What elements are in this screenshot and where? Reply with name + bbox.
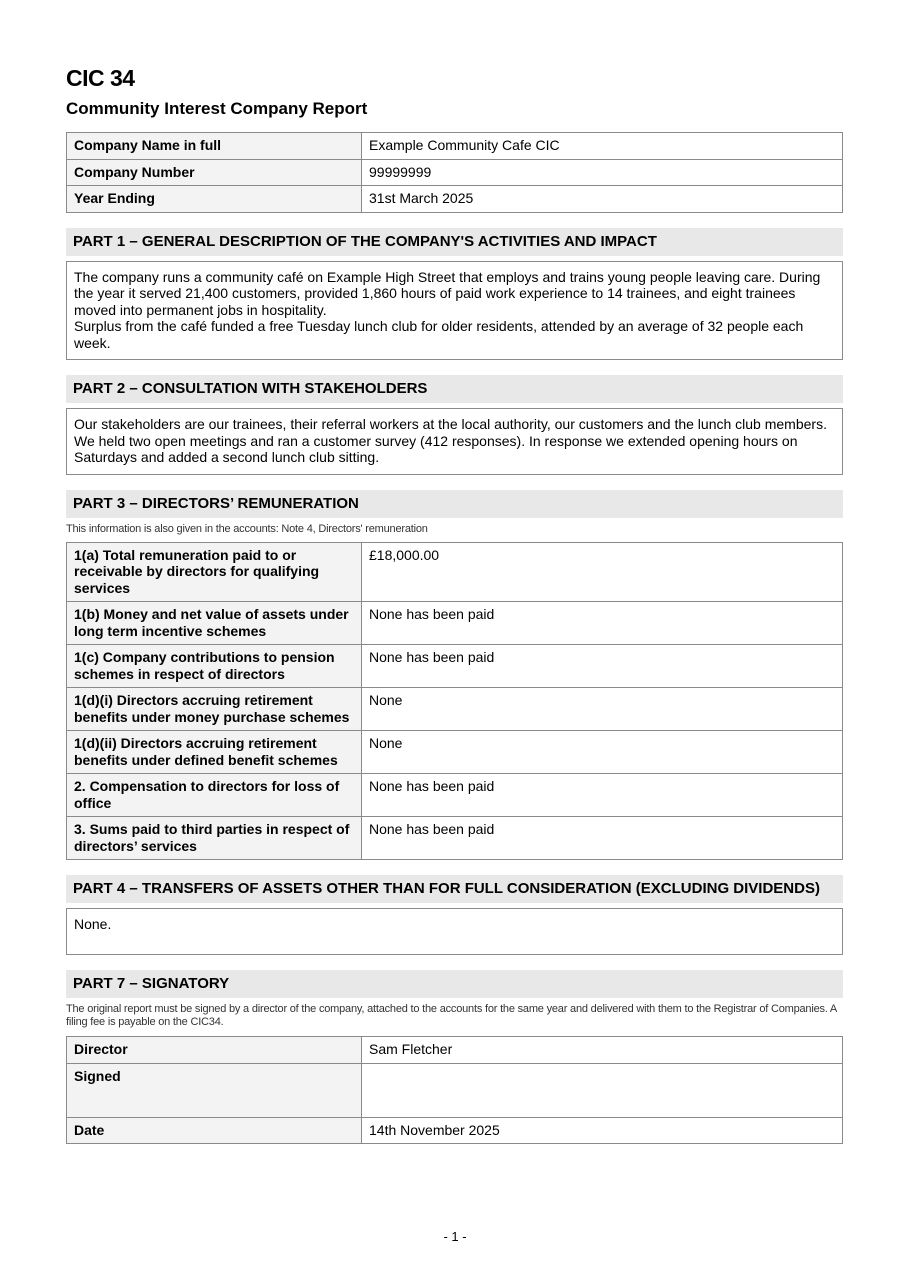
remuneration-value: None <box>362 688 843 731</box>
part2-heading: PART 2 – CONSULTATION WITH STAKEHOLDERS <box>66 375 843 403</box>
report-page <box>66 64 843 1144</box>
remuneration-label: 1(b) Money and net value of assets under long term incentive schemes <box>67 602 362 645</box>
table-row <box>67 602 843 645</box>
table-row <box>67 186 843 213</box>
part4-text-box: None. <box>66 908 843 955</box>
table-row <box>67 542 843 602</box>
part1-paragraph: Surplus from the café funded a free Tuesday lunch club for older residents, attended by an average of 32 people each week. <box>74 318 804 351</box>
part1-text-box <box>66 261 843 361</box>
remuneration-value: None has been paid <box>362 774 843 817</box>
table-row <box>67 774 843 817</box>
year-ending-label: Year Ending <box>67 186 362 213</box>
table-row <box>67 1063 843 1117</box>
part1-heading: PART 1 – GENERAL DESCRIPTION OF THE COMPANY'S ACTIVITIES AND IMPACT <box>66 228 843 256</box>
table-row <box>67 817 843 860</box>
remuneration-label: 1(d)(i) Directors accruing retirement benefits under money purchase schemes <box>67 688 362 731</box>
part2-text-box: Our stakeholders are our trainees, their referral workers at the local authority, our customers and the lunch club members. We held two open meetings and ran a customer survey (412 responses). In response we extended opening hours on Saturdays and added a second lunch club sitting. <box>66 408 843 475</box>
company-number-label: Company Number <box>67 159 362 186</box>
part3-heading: PART 3 – DIRECTORS’ REMUNERATION <box>66 490 843 518</box>
date-value: 14th November 2025 <box>362 1117 843 1144</box>
table-row <box>67 1037 843 1064</box>
remuneration-label: 1(d)(ii) Directors accruing retirement benefits under defined benefit schemes <box>67 731 362 774</box>
table-row <box>67 133 843 160</box>
remuneration-label: 1(a) Total remuneration paid to or receivable by directors for qualifying services <box>67 542 362 602</box>
part7-note: The original report must be signed by a director of the company, attached to the accounts for the same year and delivered with them to the Registrar of Companies. A filing fee is payable on the CIC34. <box>66 1003 837 1028</box>
table-row <box>67 688 843 731</box>
company-number-value: 99999999 <box>362 159 843 186</box>
remuneration-label: 3. Sums paid to third parties in respect of directors’ services <box>67 817 362 860</box>
remuneration-value: None <box>362 731 843 774</box>
company-name-value: Example Community Cafe CIC <box>362 133 843 160</box>
signature-field[interactable] <box>362 1063 843 1117</box>
form-title: CIC 34 <box>66 65 135 91</box>
date-label: Date <box>67 1117 362 1144</box>
part4-heading: PART 4 – TRANSFERS OF ASSETS OTHER THAN FOR FULL CONSIDERATION (EXCLUDING DIVIDENDS) <box>66 875 843 903</box>
remuneration-value: £18,000.00 <box>362 542 843 602</box>
part3-note: This information is also given in the accounts: Note 4, Directors' remuneration <box>66 522 428 535</box>
director-name-value: Sam Fletcher <box>362 1037 843 1064</box>
remuneration-value: None has been paid <box>362 602 843 645</box>
remuneration-label: 2. Compensation to directors for loss of office <box>67 774 362 817</box>
part1-paragraph: The company runs a community café on Example High Street that employs and trains young people leaving care. During the year it served 21,400 customers, provided 1,860 hours of paid work experience to 14 trainees, and eight trainees moved into permanent jobs in hospitality. <box>74 268 821 318</box>
remuneration-value: None has been paid <box>362 817 843 860</box>
company-name-label: Company Name in full <box>67 133 362 160</box>
table-row <box>67 159 843 186</box>
table-row <box>67 645 843 688</box>
page-number: - 1 - <box>443 1229 467 1244</box>
signatory-table <box>66 1036 843 1144</box>
remuneration-value: None has been paid <box>362 645 843 688</box>
table-row <box>67 1117 843 1144</box>
signed-label: Signed <box>67 1063 362 1117</box>
company-details-table <box>66 132 843 213</box>
year-ending-value: 31st March 2025 <box>362 186 843 213</box>
director-label: Director <box>67 1037 362 1064</box>
remuneration-label: 1(c) Company contributions to pension schemes in respect of directors <box>67 645 362 688</box>
remuneration-table <box>66 542 843 861</box>
part7-heading: PART 7 – SIGNATORY <box>66 970 843 998</box>
form-subtitle: Community Interest Company Report <box>66 99 368 118</box>
table-row <box>67 731 843 774</box>
